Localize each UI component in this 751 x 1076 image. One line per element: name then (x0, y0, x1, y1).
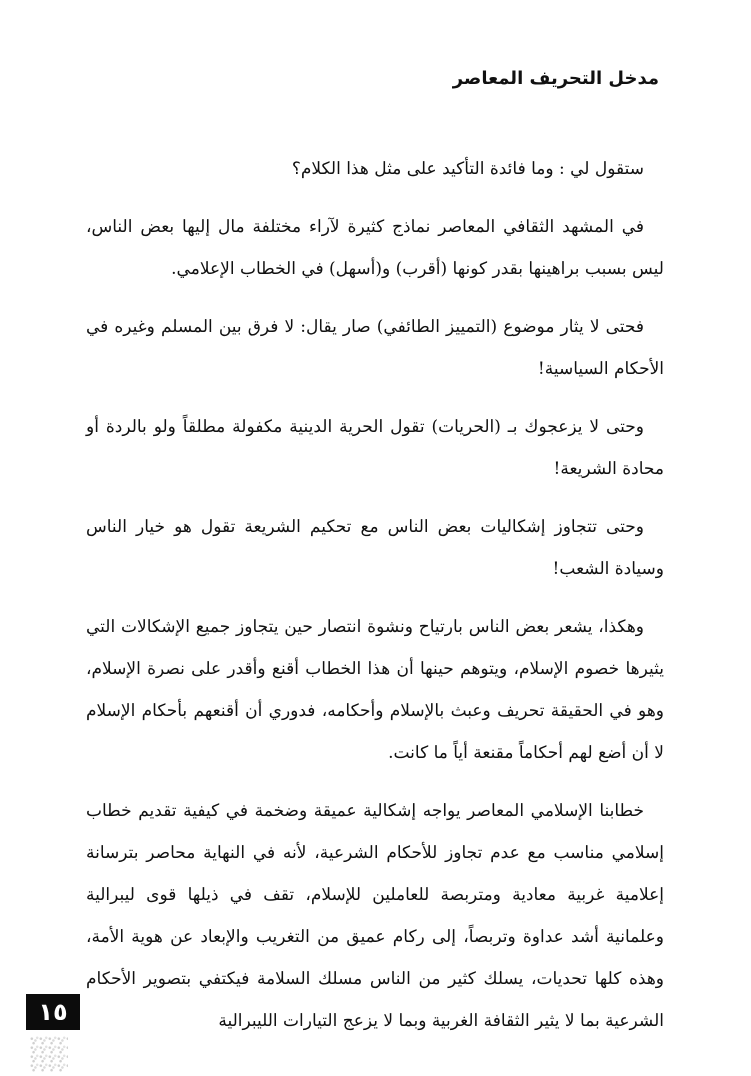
paragraph: في المشهد الثقافي المعاصر نماذج كثيرة لآراء مختلفة مال إليها بعض الناس، ليس بسبب براهينها بقدر كونها (أقرب) و(أسهل) في الخطاب الإعلامي. (86, 217, 664, 279)
scan-noise (30, 1036, 68, 1072)
paragraph: وهكذا، يشعر بعض الناس بارتياح ونشوة انتصار حين يتجاوز جميع الإشكالات التي يثيرها خصوم الإسلام، ويتوهم حينها أن هذا الخطاب أقنع وأقدر على نصرة الإسلام، وهو في الحقيقة تحريف وعبث بالإسلام وأحكامه، فدوري أن أقنعهم بأحكام الإسلام لا أن أضع لهم أحكاماً مقنعة أياً ما كانت. (86, 617, 664, 763)
page-body (86, 148, 664, 1058)
paragraph: وحتى تتجاوز إشكاليات بعض الناس مع تحكيم الشريعة تقول هو خيار الناس وسيادة الشعب! (86, 517, 664, 579)
running-header (453, 66, 659, 92)
running-header-title: مدخل التحريف المعاصر (452, 68, 659, 89)
paragraph: خطابنا الإسلامي المعاصر يواجه إشكالية عميقة وضخمة في كيفية تقديم خطاب إسلامي مناسب مع عدم تجاوز للأحكام الشرعية، لأنه في النهاية محاصر بترسانة إعلامية غربية معادية ومتربصة للعاملين للإسلام، تقف في ذيلها قوى ليبرالية وعلمانية أشد عداوة وتربصاً، إلى ركام عميق من التغريب والإبعاد عن هوية الأمة، وهذه كلها تحديات، يسلك كثير من الناس مسلك السلامة فيكتفي بتصوير الأحكام الشرعية بما لا يثير الثقافة الغربية وبما لا يزعج التيارات الليبرالية (86, 801, 664, 1031)
paragraph: وحتى لا يزعجوك بـ (الحريات) تقول الحرية الدينية مكفولة مطلقاً ولو بالردة أو محادة الشريعة! (86, 417, 664, 479)
page-number-label: ١٥ (38, 998, 68, 1026)
paragraph: ستقول لي : وما فائدة التأكيد على مثل هذا الكلام؟ (291, 159, 644, 179)
paragraph: فحتى لا يثار موضوع (التمييز الطائفي) صار يقال: لا فرق بين المسلم وغيره في الأحكام السياسية! (86, 317, 664, 379)
page-number (26, 994, 80, 1030)
